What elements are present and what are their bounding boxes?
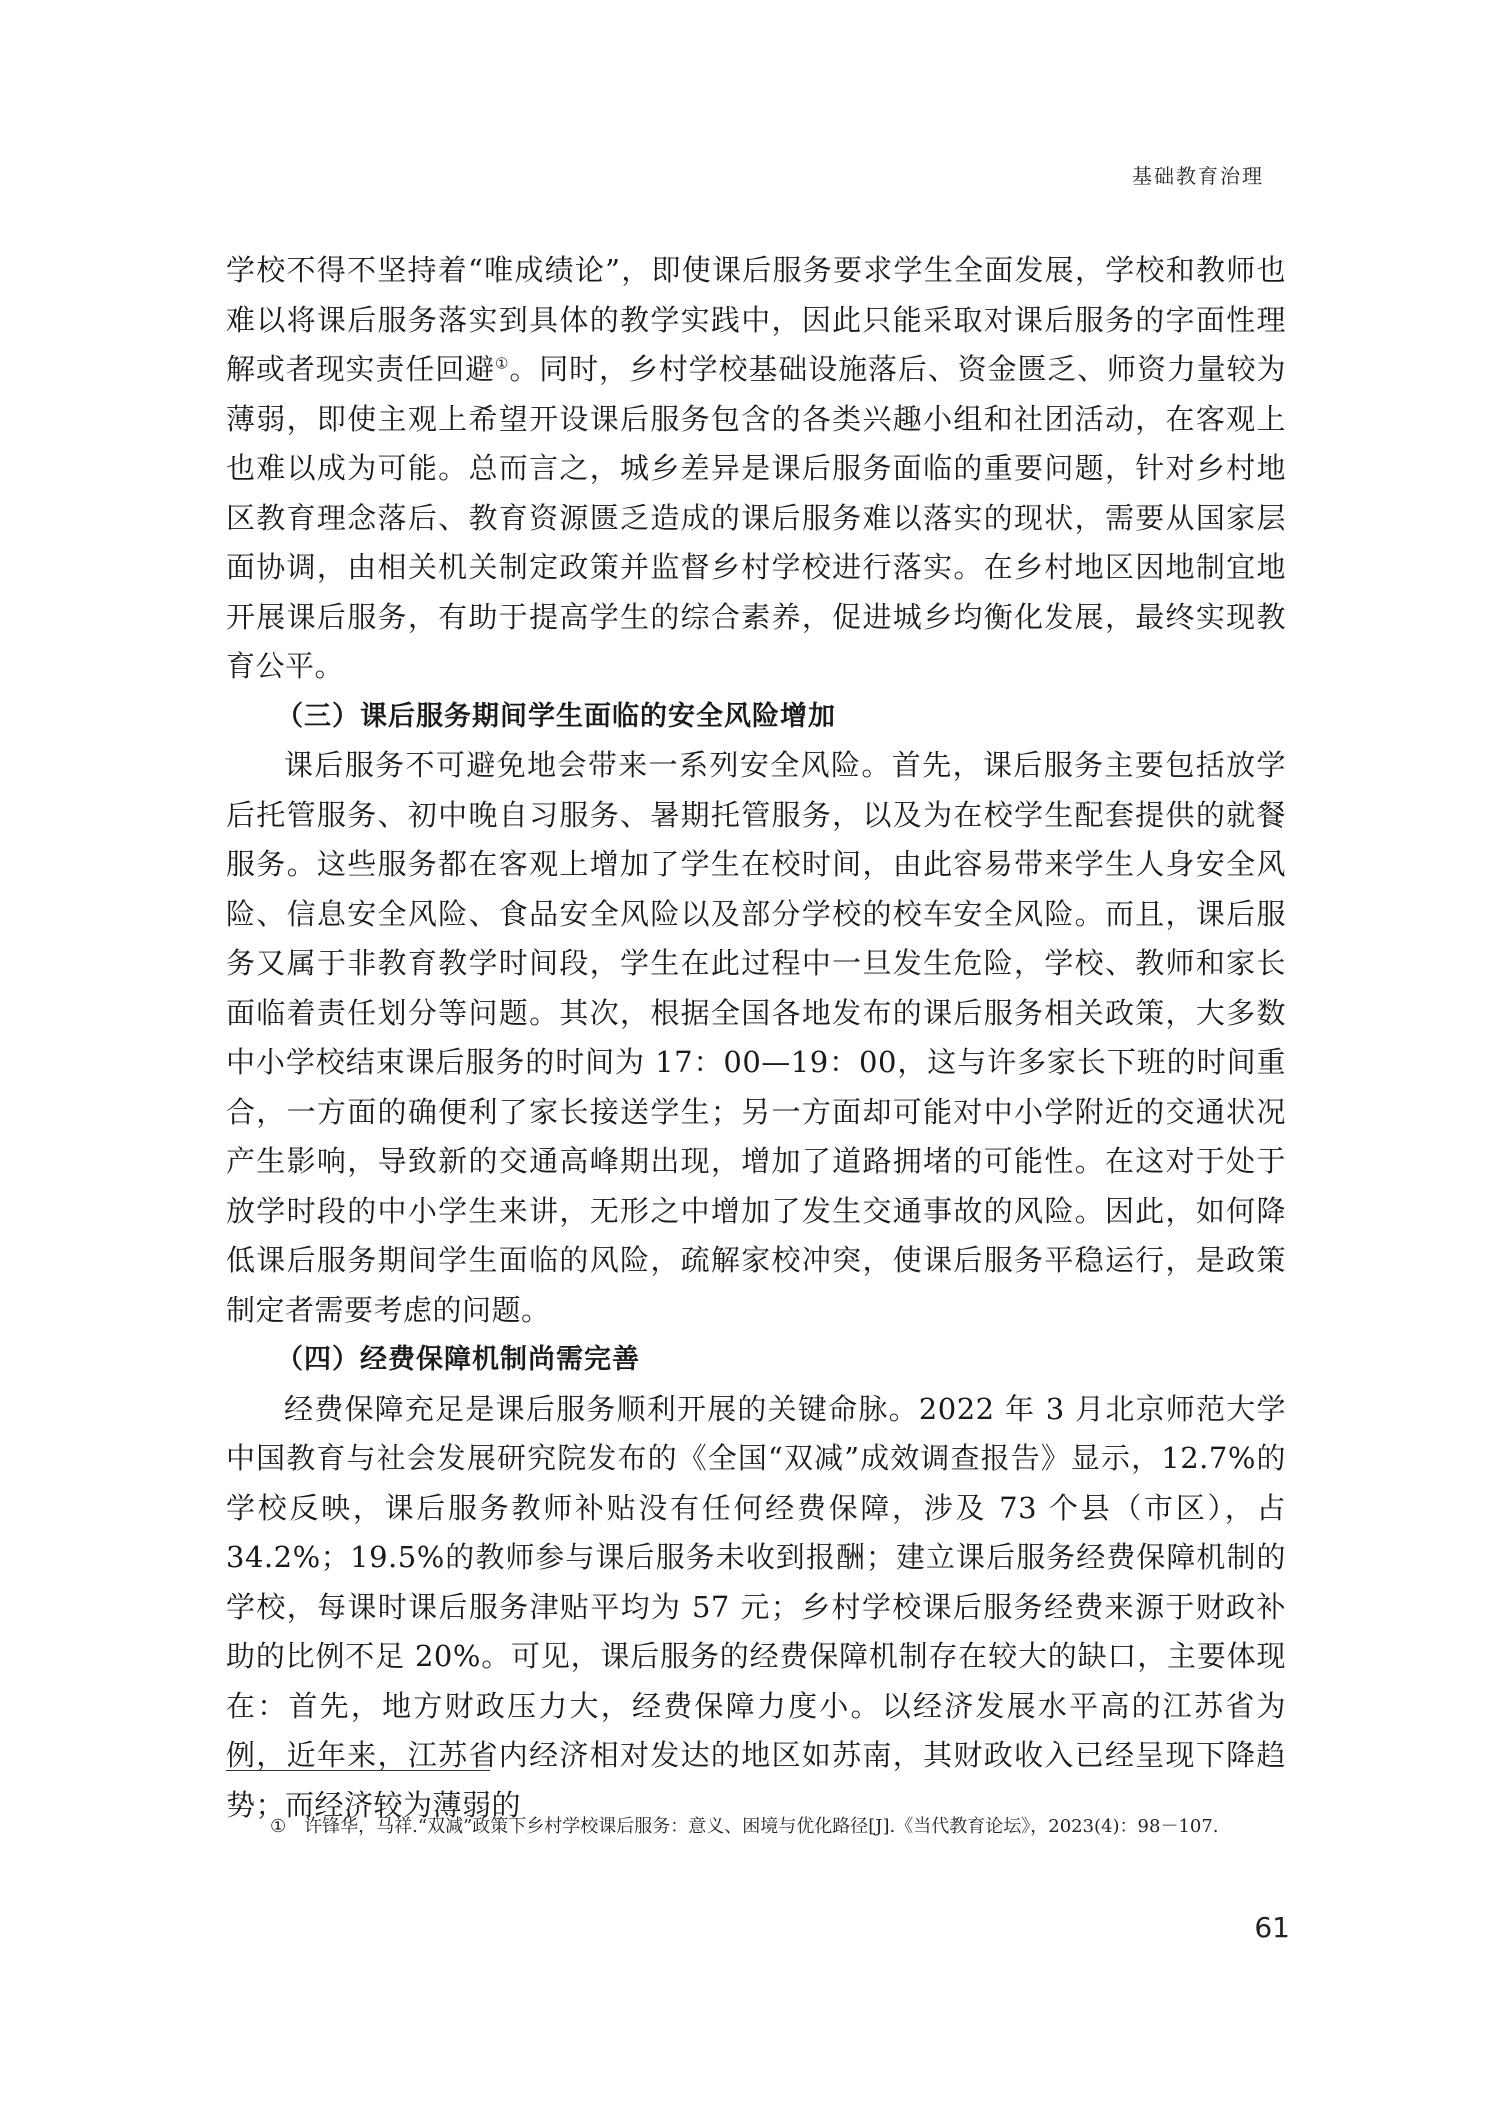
section-heading-4: （四）经费保障机制尚需完善 [276, 1344, 640, 1375]
footnote-reference[interactable]: ① [494, 354, 510, 373]
paragraph-text: 学校不得不坚持着“唯成绩论”，即使课后服务要求学生全面发展，学校和教师也难以将课后服务落实到具体的教学实践中，因此只能采取对课后服务的字面性理解或者现实责任回避 [226, 253, 1286, 386]
page-number: 61 [1254, 1911, 1290, 1944]
section-heading-3: （三）课后服务期间学生面临的安全风险增加 [276, 700, 836, 732]
body-paragraph-2: 课后服务不可避免地会带来一系列安全风险。首先，课后服务主要包括放学后托管服务、初中晚自习服务、暑期托管服务，以及为在校学生配套提供的就餐服务。这些服务都在客观上增加了学生在校时间，由此容易带来学生人身安全风险、信息安全风险、食品安全风险以及部分学校的校车安全风险。而且，课后服务又属于非教育教学时间段，学生在此过程中一旦发生危险，学校、教师和家长面临着责任划分等问题。其次，根据全国各地发布的课后服务相关政策，大多数中小学校结束课后服务的时间为 17：00—19：00，这与许多家长下班的时间重合，一方面的确便利了家长接送学生；另一方面却可能对中小学附近的交通状况产生影响，导致新的交通高峰期出现，增加了道路拥堵的可能性。在这对于处于放学时段的中小学生来讲，无形之中增加了发生交通事故的风险。因此，如何降低课后服务期间学生面临的风险，疏解家校冲突，使课后服务平稳运行，是政策制定者需要考虑的问题。 [226, 748, 1286, 1327]
running-head: 基础教育治理 [1132, 164, 1264, 188]
footnote-text: 许锋华，马祥.“双减”政策下乡村学校课后服务：意义、困境与优化路径[J].《当代教育论坛》，2023(4)：98－107. [304, 1816, 1219, 1837]
body-paragraph-1 [226, 246, 1286, 692]
body-paragraph-3: 经费保障充足是课后服务顺利开展的关键命脉。2022 年 3 月北京师范大学中国教育与社会发展研究院发布的《全国“双减”成效调查报告》显示，12.7%的学校反映，课后服务教师补贴没有任何经费保障，涉及 73 个县（市区），占 34.2%；19.5%的教师参与课后服务未收到报酬；建立课后服务经费保障机制的学校，每课时课后服务津贴平均为 57 元；乡村学校课后服务经费来源于财政补助的比例不足 20%。可见，课后服务的经费保障机制存在较大的缺口，主要体现在：首先，地方财政压力大，经费保障力度小。以经济发展水平高的江苏省为例，近年来，江苏省内经济相对发达的地区如苏南，其财政收入已经呈现下降趋势；而经济较为薄弱的 [226, 1391, 1286, 1822]
paragraph-text: 。同时，乡村学校基础设施落后、资金匮乏、师资力量较为薄弱，即使主观上希望开设课后服务包含的各类兴趣小组和社团活动，在客观上也难以成为可能。总而言之，城乡差异是课后服务面临的重要问题，针对乡村地区教育理念落后、教育资源匮乏造成的课后服务难以落实的现状，需要从国家层面协调，由相关机关制定政策并监督乡村学校进行落实。在乡村地区因地制宜地开展课后服务，有助于提高学生的综合素养，促进城乡均衡化发展，最终实现教育公平。 [226, 352, 1286, 683]
footnote-marker: ① [270, 1816, 287, 1837]
footnote-divider [226, 1770, 490, 1771]
footnote [226, 1808, 1286, 1845]
main-text [226, 246, 1286, 1830]
